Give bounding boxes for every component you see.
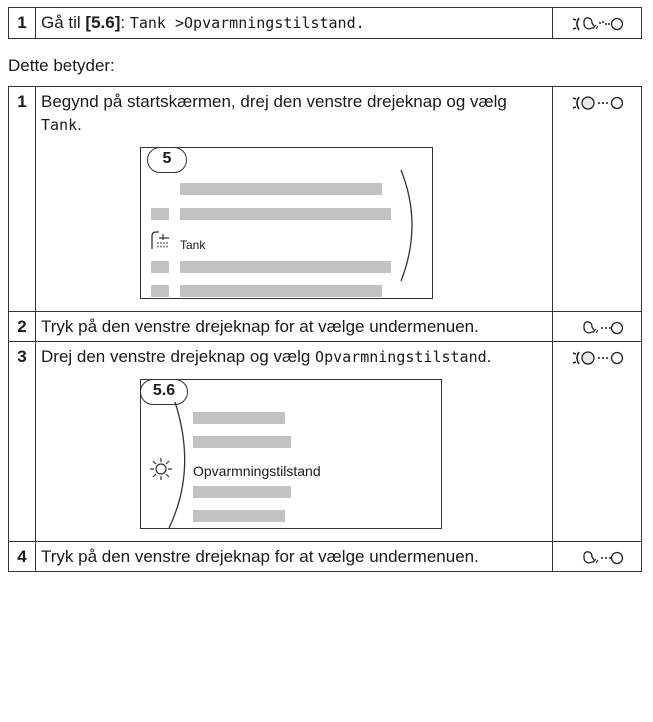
press-left-dial-icon — [571, 548, 623, 568]
step-content — [36, 342, 553, 542]
highlighted-menu-label: Tank — [180, 238, 206, 252]
menu-item-bar — [180, 261, 391, 273]
step-number: 2 — [9, 312, 36, 342]
menu-item-bar — [193, 436, 291, 448]
step-text: Tryk på den venstre drejeknap for at vælge undermenuen. — [36, 312, 553, 342]
menu-item-bar — [180, 183, 382, 195]
menu-item-bar — [180, 285, 382, 297]
menu-badge: 5 — [147, 147, 187, 173]
menu-item-code: Opvarmningstilstand — [315, 348, 487, 366]
menu-item-bar — [180, 208, 391, 220]
menu-item-bar — [193, 486, 291, 498]
goto-colon: : — [120, 13, 130, 32]
step-row — [9, 312, 642, 342]
control-icon-cell — [553, 542, 642, 572]
turn-press-left-dial-icon — [571, 14, 623, 34]
menu-item-icon-bar — [151, 285, 169, 297]
control-icon-cell — [553, 8, 642, 39]
step-row — [9, 342, 642, 542]
step-row — [9, 87, 642, 312]
menu-path: Tank >Opvarmningstilstand. — [129, 14, 365, 32]
menu-badge: 5.6 — [140, 379, 188, 405]
menu-item-bar — [193, 412, 285, 424]
steps-table — [8, 86, 642, 572]
intro-text: Dette betyder: — [8, 56, 115, 75]
scroll-arc — [397, 168, 419, 283]
step-content — [36, 87, 553, 312]
control-icon-cell — [553, 87, 642, 312]
goto-instruction-text — [36, 8, 553, 39]
turn-left-dial-icon — [571, 93, 623, 113]
step-number: 1 — [9, 87, 36, 312]
scroll-arc — [161, 400, 191, 528]
tank-icon — [150, 230, 172, 250]
menu-item-icon-bar — [151, 261, 169, 273]
press-left-dial-icon — [571, 318, 623, 338]
step-text: Tryk på den venstre drejeknap for at vælge undermenuen. — [36, 542, 553, 572]
menu-code: [5.6] — [85, 13, 121, 32]
controller-screen-illustration — [140, 147, 433, 299]
control-icon-cell — [553, 312, 642, 342]
goto-instruction-table — [8, 7, 642, 39]
menu-item-icon-bar — [151, 208, 169, 220]
step-number: 3 — [9, 342, 36, 542]
step-number: 1 — [9, 8, 36, 39]
goto-prefix: Gå til — [41, 13, 86, 32]
control-icon-cell — [553, 342, 642, 542]
step-row — [9, 542, 642, 572]
goto-instruction-row — [9, 8, 642, 39]
highlighted-menu-label: Opvarmningstilstand — [193, 463, 321, 479]
controller-screen-illustration — [140, 379, 442, 529]
step-number: 4 — [9, 542, 36, 572]
step-text: Begynd på startskærmen, drej den venstre drejeknap og vælg Tank. — [41, 92, 507, 134]
menu-item-bar — [193, 510, 285, 522]
menu-item-code: Tank — [41, 116, 78, 134]
step-text: Drej den venstre drejeknap og vælg Opvarmningstilstand. — [41, 347, 492, 366]
turn-left-dial-icon — [571, 348, 623, 368]
